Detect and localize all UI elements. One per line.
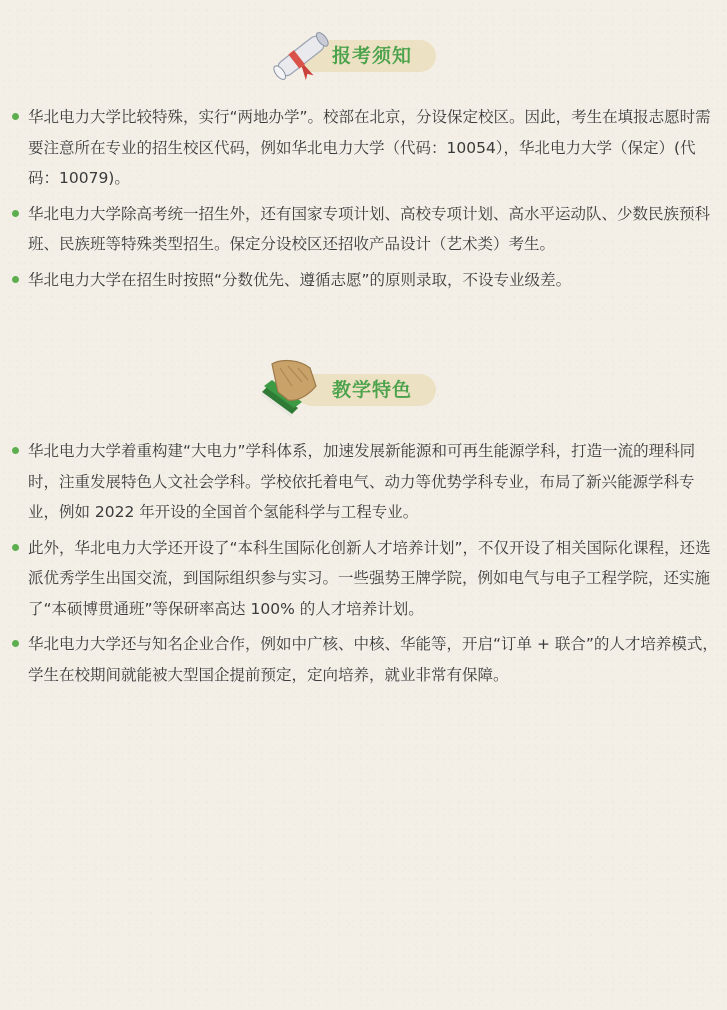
list-item-text: 华北电力大学比较特殊，实行“两地办学”。校部在北京，分设保定校区。因此，考生在填报志愿时需要注意所在专业的招生校区代码，例如华北电力大学（代码：10054），华北电力大学（保定）(代码：10079)。 xyxy=(28,108,711,187)
list-item xyxy=(10,265,718,296)
list-item xyxy=(10,102,718,194)
bullet-icon xyxy=(12,544,19,551)
list-item-text: 华北电力大学还与知名企业合作，例如中广核、中核、华能等，开启“订单 + 联合”的人才培养模式，学生在校期间就能被大型国企提前预定，定向培养，就业非常有保障。 xyxy=(28,635,718,684)
scroll-icon xyxy=(266,22,336,86)
list-item xyxy=(10,533,718,625)
admission-list xyxy=(10,102,718,300)
list-item xyxy=(10,199,718,260)
list-item-text: 此外，华北电力大学还开设了“本科生国际化创新人才培养计划”，不仅开设了相关国际化课程，还选派优秀学生出国交流，到国际组织参与实习。一些强势王牌学院，例如电气与电子工程学院，还实施了“本硕博贯通班”等保研率高达 100% 的人才培养计划。 xyxy=(28,538,711,618)
section-title: 报考须知 xyxy=(332,45,413,67)
books-icon xyxy=(258,356,328,420)
section-header-admission xyxy=(266,22,446,82)
list-item xyxy=(10,436,718,528)
section-header-teaching xyxy=(258,356,446,416)
bullet-icon xyxy=(12,640,19,647)
list-item-text: 华北电力大学着重构建“大电力”学科体系，加速发展新能源和可再生能源学科，打造一流的理科同时，注重发展特色人文社会学科。学校依托着电气、动力等优势学科专业，布局了新兴能源学科专业，例如 2022 年开设的全国首个氢能科学与工程专业。 xyxy=(28,442,696,521)
list-item-text: 华北电力大学除高考统一招生外，还有国家专项计划、高校专项计划、高水平运动队、少数民族预科班、民族班等特殊类型招生。保定分设校区还招收产品设计（艺术类）考生。 xyxy=(28,204,711,253)
bullet-icon xyxy=(12,447,19,454)
list-item xyxy=(10,629,718,690)
section-title: 教学特色 xyxy=(332,379,413,401)
list-item-text: 华北电力大学在招生时按照“分数优先、遵循志愿”的原则录取，不设专业级差。 xyxy=(28,270,572,289)
teaching-list xyxy=(10,436,718,695)
bullet-icon xyxy=(12,210,19,217)
bullet-icon xyxy=(12,276,19,283)
bullet-icon xyxy=(12,113,19,120)
